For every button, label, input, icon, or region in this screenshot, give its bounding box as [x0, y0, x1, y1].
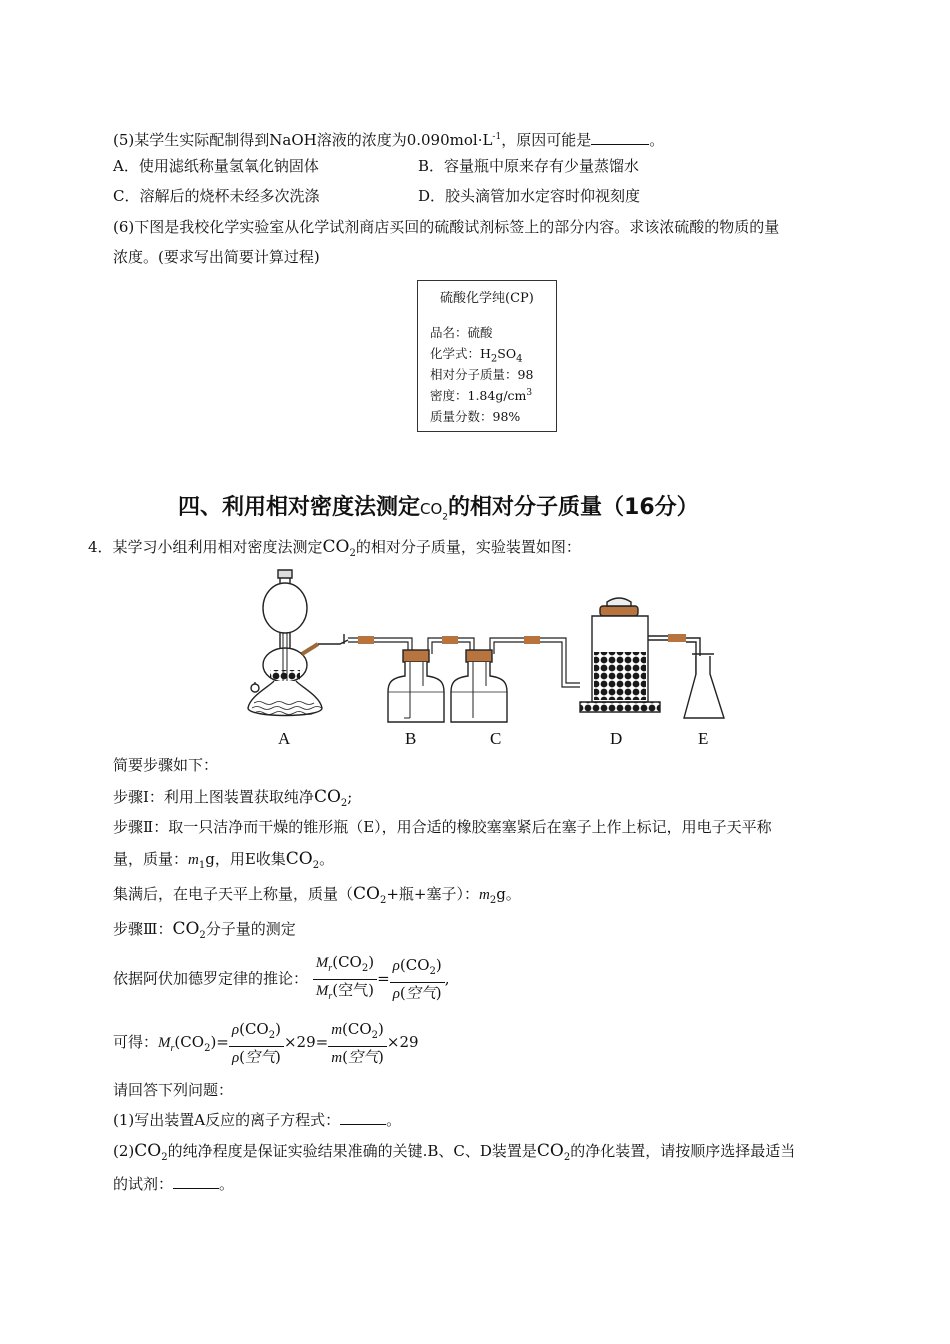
- label-e: E: [698, 729, 709, 748]
- answer-blank-1[interactable]: [340, 1110, 386, 1125]
- q5-option-c: C．溶解后的烧杯未经多次洗涤: [113, 187, 320, 205]
- q5-option-b: B．容量瓶中原来存有少量蒸馏水: [418, 157, 640, 175]
- step-1: 步骤Ⅰ：利用上图装置获取纯净$CO_2$;: [113, 787, 353, 809]
- label-formula: 化学式：$H_2SO_4$: [430, 346, 523, 365]
- step-3: 步骤Ⅲ：$CO_2$分子量的测定: [113, 919, 296, 941]
- apparatus-d: [580, 598, 700, 718]
- answer-blank[interactable]: [591, 130, 649, 145]
- apparatus-e: [684, 654, 724, 718]
- section-heading: 四、利用相对密度法测定$CO_2$的相对分子质量（16分）: [178, 495, 699, 523]
- label-title: 硫酸化学纯(CP): [440, 291, 534, 306]
- apparatus-diagram: [240, 568, 730, 750]
- question-1: (1)写出装置A反应的离子方程式： 。: [113, 1111, 402, 1129]
- steps-intro: 简要步骤如下：: [113, 756, 219, 774]
- label-fraction: 质量分数：98%: [430, 409, 521, 424]
- label-d: D: [610, 729, 623, 748]
- apparatus-c: [451, 650, 507, 722]
- rho-ratio: $\frac{\rho(CO_2)}{\text{ρ(空气)}}$: [390, 955, 445, 1004]
- q6-line1: (6)下图是我校化学实验室从化学试剂商店买回的硫酸试剂标签上的部分内容。求该浓硫酸的物质的量: [113, 218, 780, 236]
- questions-intro: 请回答下列问题：: [113, 1081, 234, 1099]
- label-mw: 相对分子质量：98: [430, 367, 534, 382]
- step-2-line1: 步骤Ⅱ：取一只洁净而干燥的锥形瓶（E），用合适的橡胶塞塞紧后在塞子上作上标记，用电子天平称: [113, 818, 772, 836]
- mass-fraction: $\frac{m(CO_2)}{\text{m(空气)}}$: [328, 1019, 387, 1068]
- derived-formula: 可得：$M_r(CO_2)=$ $\frac{\rho(CO_2)}{\text{ρ(空气)}}$ ×29= $\frac{m(CO_2)}{\text{m(空气)}}$ ×29: [113, 1019, 419, 1066]
- question-2-line1: $(2)CO_2$的纯净程度是保证实验结果准确的关键.B、C、D装置是$CO_2$的净化装置，请按顺序选择最适当: [113, 1141, 796, 1163]
- avogadro-formula: 依据阿伏加德罗定律的推论： $\frac{M_r(CO_2)}{M_r(空气)}$ = $\frac{\rho(CO_2)}{\text{ρ(空气)}}$ ,: [113, 952, 450, 1002]
- q5-stem: (5)某学生实际配制得到NaOH溶液的浓度为$0.090mol\cdot L^{-1}$，原因可能是 。: [113, 131, 665, 149]
- q6-line2: 浓度。(要求写出简要计算过程): [113, 248, 320, 266]
- question-2-line2: 的试剂： 。: [113, 1175, 235, 1193]
- apparatus-a: [248, 570, 348, 716]
- label-name: 品名：硫酸: [430, 325, 493, 340]
- label-c: C: [490, 729, 502, 748]
- label-b: B: [405, 729, 417, 748]
- rho-fraction: $\frac{\rho(CO_2)}{\text{ρ(空气)}}$: [229, 1019, 284, 1068]
- mr-ratio: $\frac{M_r(CO_2)}{M_r(空气)}$: [313, 952, 377, 1007]
- reagent-label: [417, 280, 557, 432]
- q5-option-d: D．胶头滴管加水定容时仰视刻度: [418, 187, 641, 205]
- label-a: A: [278, 729, 291, 748]
- label-density: 密度：$1.84g/cm^3$: [430, 387, 533, 403]
- apparatus-b: [388, 650, 444, 722]
- answer-blank-2[interactable]: [173, 1174, 219, 1189]
- q5-option-a: A．使用滤纸称量氢氧化钠固体: [113, 157, 319, 175]
- step-2-line3: 集满后，在电子天平上称量，质量（$CO_2+$瓶+塞子）：$m_2g$。: [113, 884, 521, 906]
- step-2-line2: 量，质量：$m_1g$，用E收集$CO_2$。: [113, 849, 335, 871]
- q4-stem: 4．某学习小组利用相对密度法测定$CO_2$的相对分子质量，实验装置如图：: [88, 537, 581, 559]
